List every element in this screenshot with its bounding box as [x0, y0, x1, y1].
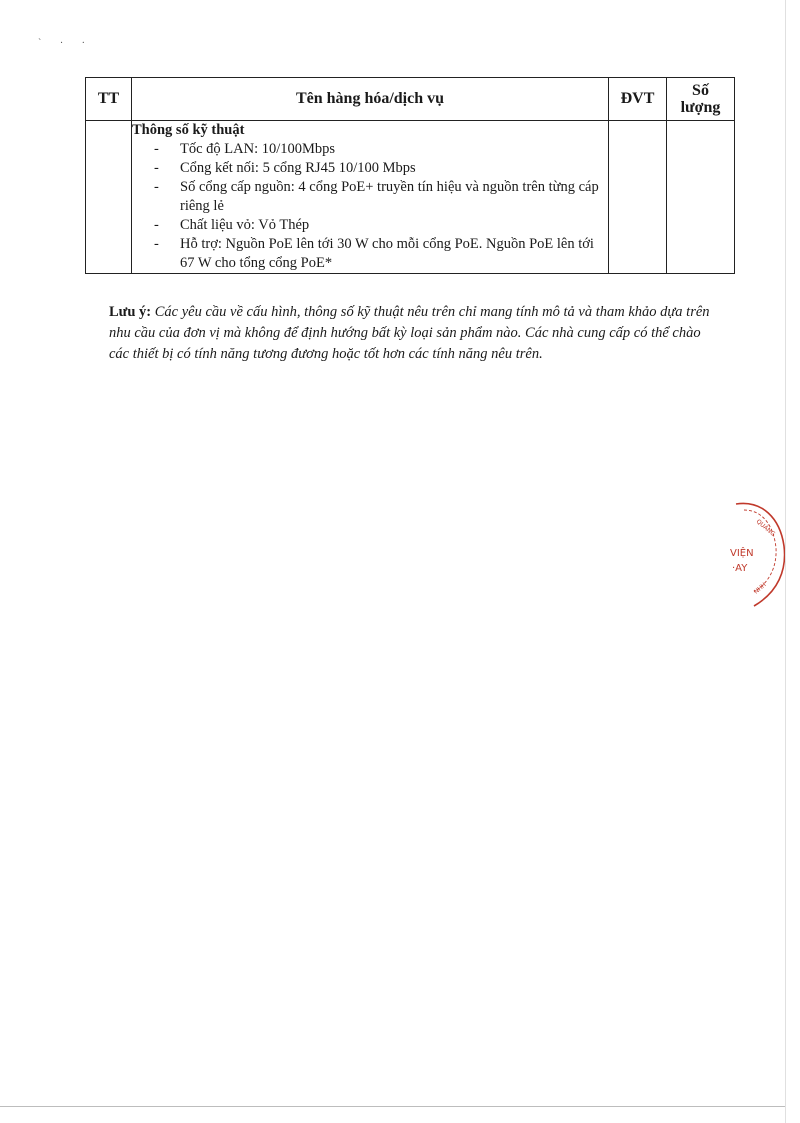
scan-right-edge: [785, 0, 786, 1123]
header-quantity-line2: lượng: [680, 99, 721, 116]
cell-description: [132, 121, 609, 274]
header-item-name: Tên hàng hóa/dịch vụ: [132, 78, 609, 121]
header-unit: ĐVT: [609, 78, 667, 121]
spec-item-lan-speed: - Tốc độ LAN: 10/100Mbps: [154, 140, 608, 159]
cell-tt: [86, 121, 132, 274]
spec-list: [132, 140, 608, 273]
red-seal-stamp-icon: [722, 488, 800, 618]
cell-quantity: [667, 121, 735, 274]
header-tt: TT: [86, 78, 132, 121]
spec-item-poe-ports: - Số cổng cấp nguồn: 4 cổng PoE+ truyền tín hiệu và nguồn trên từng cáp riêng lẻ: [154, 178, 608, 216]
scan-corner-marks: ` · ·: [38, 38, 93, 49]
stamp-text-line2: ·AY: [732, 563, 748, 574]
stamp-ring-bottom-text: NHH: [752, 581, 768, 596]
note-label: Lưu ý:: [109, 303, 152, 320]
table-row: [86, 121, 735, 274]
spec-table: [85, 77, 735, 274]
spec-item-casing: - Chất liệu vỏ: Vỏ Thép: [154, 216, 608, 235]
table-header-row: [86, 78, 735, 121]
header-quantity: [667, 78, 735, 121]
spec-title: Thông số kỹ thuật: [132, 122, 245, 138]
header-quantity-line1: Số: [692, 82, 709, 99]
scan-bottom-edge: [0, 1106, 785, 1107]
stamp-ring-top-text: QUẢNG: [754, 518, 777, 538]
note-paragraph: [109, 302, 714, 365]
stamp-text-line1: VIỆN: [730, 548, 754, 559]
spec-item-ports: - Cổng kết nối: 5 cổng RJ45 10/100 Mbps: [154, 159, 608, 178]
cell-unit: [609, 121, 667, 274]
note-text: Các yêu cầu về cấu hình, thông số kỹ thuật nêu trên chỉ mang tính mô tả và tham khảo dựa trên nhu cầu của đơn vị mà không để định hướng bất kỳ loại sản phẩm nào. Các nhà cung cấp có thể chào các thiết bị có tính năng tương đương hoặc tốt hơn các tính năng nêu trên.: [109, 303, 710, 362]
spec-item-power-support: - Hỗ trợ: Nguồn PoE lên tới 30 W cho mỗi cổng PoE. Nguồn PoE lên tới 67 W cho tổng cổng PoE*: [154, 235, 608, 273]
